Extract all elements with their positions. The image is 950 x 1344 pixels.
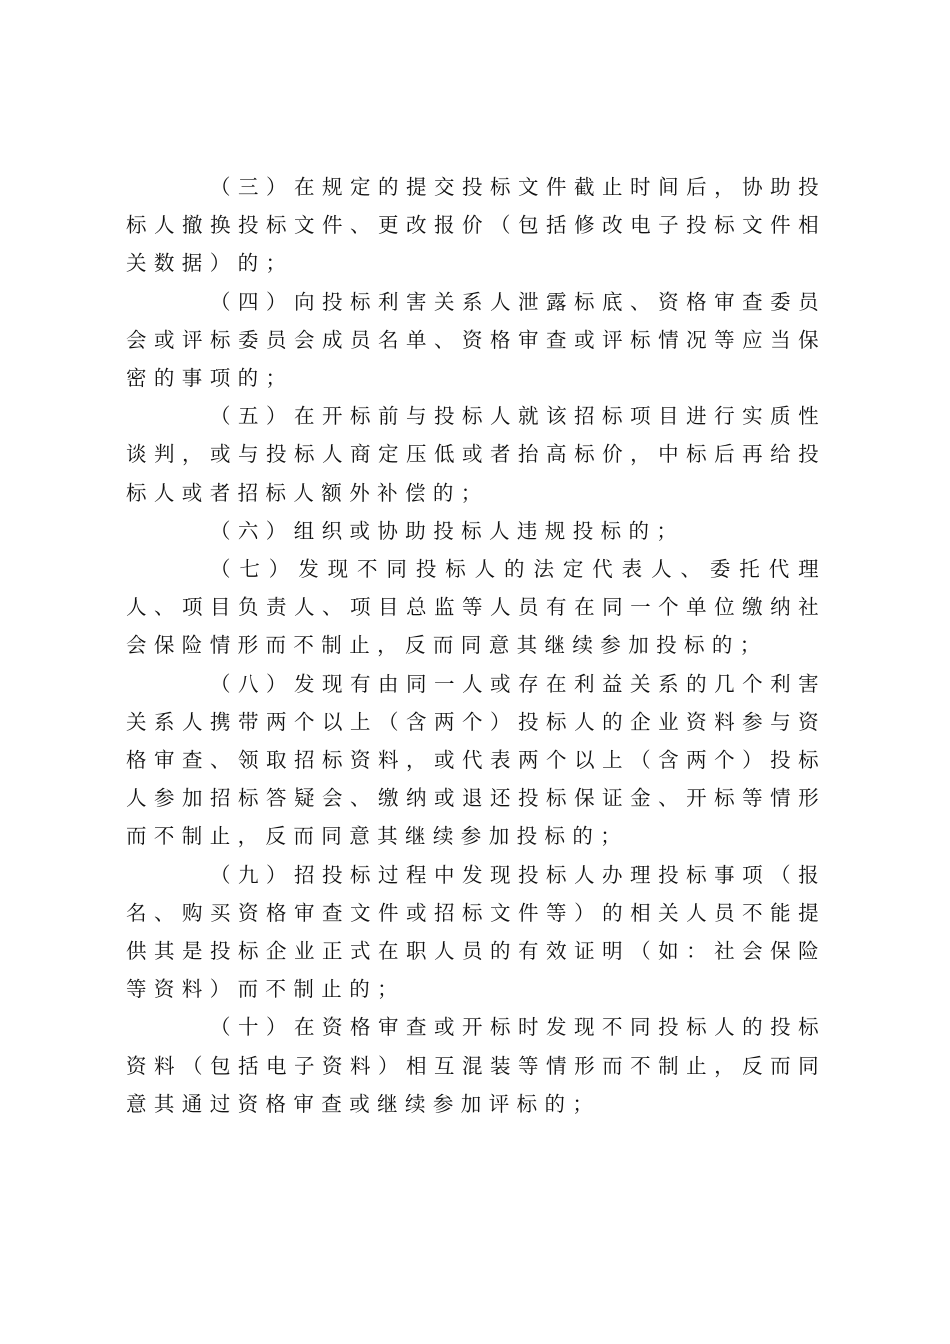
paragraph-item-6: （六）组织或协助投标人违规投标的； <box>210 518 685 543</box>
paragraph-item-10: （十）在资格审查或开标时发现不同投标人的投标资料（包括电子资料）相互混装等情形而不制止，反而同意其通过资格审查或继续参加评标的； <box>126 1015 826 1116</box>
paragraph-item-8: （八）发现有由同一人或存在利益关系的几个利害关系人携带两个以上（含两个）投标人的企业资料参与资格审查、领取招标资料，或代表两个以上（含两个）投标人参加招标答疑会、缴纳或退还投标保证金、开标等情形而不制止，反而同意其继续参加投标的； <box>126 671 826 849</box>
paragraph-item-5: （五）在开标前与投标人就该招标项目进行实质性谈判，或与投标人商定压低或者抬高标价，中标后再给投标人或者招标人额外补偿的； <box>126 404 826 505</box>
document-body <box>126 168 826 1123</box>
paragraph-item-7: （七）发现不同投标人的法定代表人、委托代理人、项目负责人、项目总监等人员有在同一个单位缴纳社会保险情形而不制止，反而同意其继续参加投标的； <box>126 557 826 658</box>
paragraph-item-3: （三）在规定的提交投标文件截止时间后，协助投标人撤换投标文件、更改报价（包括修改电子投标文件相关数据）的； <box>126 175 826 276</box>
paragraph-item-4: （四）向投标利害关系人泄露标底、资格审查委员会或评标委员会成员名单、资格审查或评标情况等应当保密的事项的； <box>126 289 826 391</box>
paragraph-item-9: （九）招投标过程中发现投标人办理投标事项（报名、购买资格审查文件或招标文件等）的相关人员不能提供其是投标企业正式在职人员的有效证明（如：社会保险等资料）而不制止的； <box>126 862 826 1002</box>
